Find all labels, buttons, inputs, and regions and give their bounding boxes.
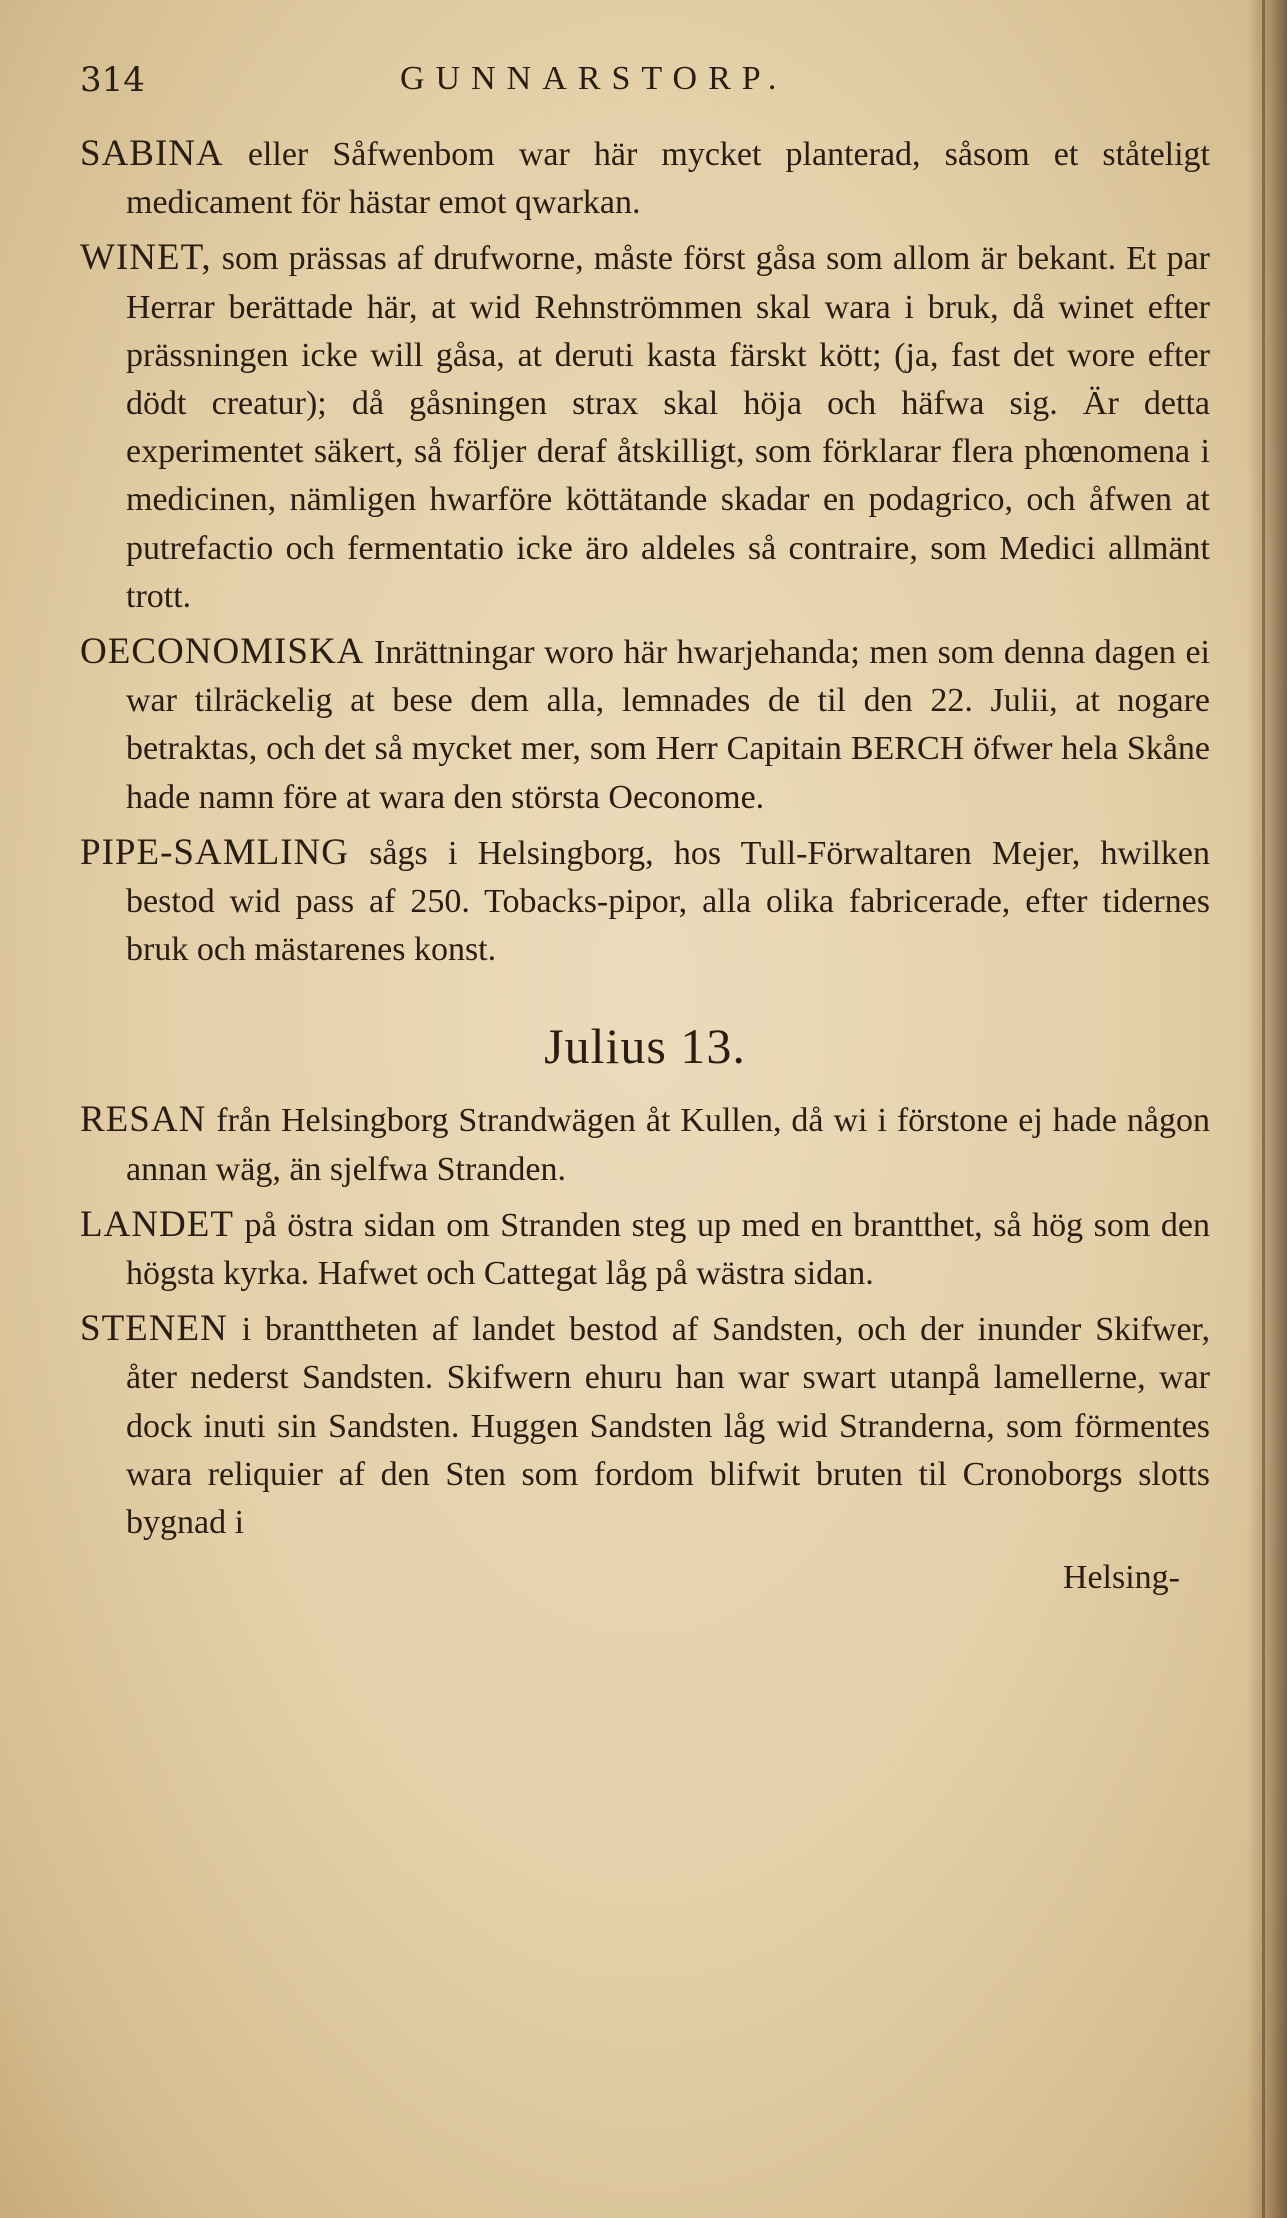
body-text — [80, 130, 1210, 1602]
entry-lemma: STENEN — [80, 1308, 228, 1350]
page-number: 314 — [80, 60, 145, 100]
entry-lemma: WINET, — [80, 237, 212, 279]
entry-text: i branttheten af landet bestod af Sandsten, och der inunder Skifwer, åter nederst Sandsten. Skifwern ehuru han war swart utanpå lamellerne, war dock inuti sin Sandsten. Huggen Sandsten låg wid Stranderna, som förmentes wara reliquier af den Sten som fordom blifwit bruten til Cronoborgs slotts bygnad i — [126, 1311, 1211, 1542]
entry-landet — [80, 1201, 1210, 1298]
entry-winet — [80, 234, 1210, 621]
entry-text: på östra sidan om Stranden steg up med en brantthet, så hög som den högsta kyrka. Hafwet och Cattegat låg på wästra sidan. — [126, 1206, 1211, 1293]
page-header — [80, 60, 1200, 110]
entry-lemma: PIPE-SAMLING — [80, 831, 349, 873]
entry-text: Inrättningar woro här hwarjehanda; men som denna dagen ei war tilräckelig at bese dem alla, lemnades de til den 22. Julii, at nogare betraktas, och det så mycket mer, som Herr Capitain BERCH öfwer hela Skåne hade namn före at wara den största Oeconome. — [126, 634, 1210, 816]
entry-pipe-samling — [80, 829, 1210, 975]
entry-lemma: LANDET — [80, 1203, 234, 1245]
entry-lemma: RESAN — [80, 1099, 207, 1141]
entry-lemma: OECONOMISKA — [80, 631, 365, 673]
entry-text: sågs i Helsingborg, hos Tull-Förwaltaren Mejer, hwilken bestod wid pass af 250. Tobacks-pipor, alla olika fabricerade, efter tidernes bruk och mästarenes konst. — [126, 834, 1210, 969]
date-heading: Julius 13. — [544, 1018, 746, 1075]
binding-shadow — [1247, 0, 1287, 2218]
entry-text: som prässas af drufworne, måste först gåsa som allom är bekant. Et par Herrar berättade här, at wid Rehnströmmen skal wara i bruk, då winet efter prässningen icke will gåsa, at deruti kasta färskt kött; (ja, fast det wore efter dödt creatur); då gåsningen strax skal höja och häfwa sig. Är detta experimentet säkert, så följer deraf åtskilligt, som förklarar flera phœnomena i medicinen, nämligen hwarföre köttätande skadar en podagrico, och åfwen at putrefactio och fermentatio icke äro aldeles så contraire, som Medici allmänt trott. — [126, 240, 1211, 615]
binding-edge — [1262, 0, 1265, 2218]
entry-oeconomiska — [80, 628, 1210, 822]
running-head: GUNNARSTORP. — [400, 60, 788, 97]
entry-text: eller Såfwenbom war här mycket planterad, såsom et ståteligt medicament för hästar emot qwarkan. — [126, 136, 1210, 222]
entry-stenen — [80, 1305, 1210, 1547]
entry-sabina — [80, 130, 1210, 227]
entry-lemma: SABINA — [80, 133, 224, 174]
entry-resan — [80, 1096, 1210, 1193]
entry-text: från Helsingborg Strandwägen åt Kullen, då wi i förstone ej hade någon annan wäg, än sjelfwa Stranden. — [126, 1102, 1210, 1188]
catchword: Helsing- — [1062, 1559, 1180, 1597]
